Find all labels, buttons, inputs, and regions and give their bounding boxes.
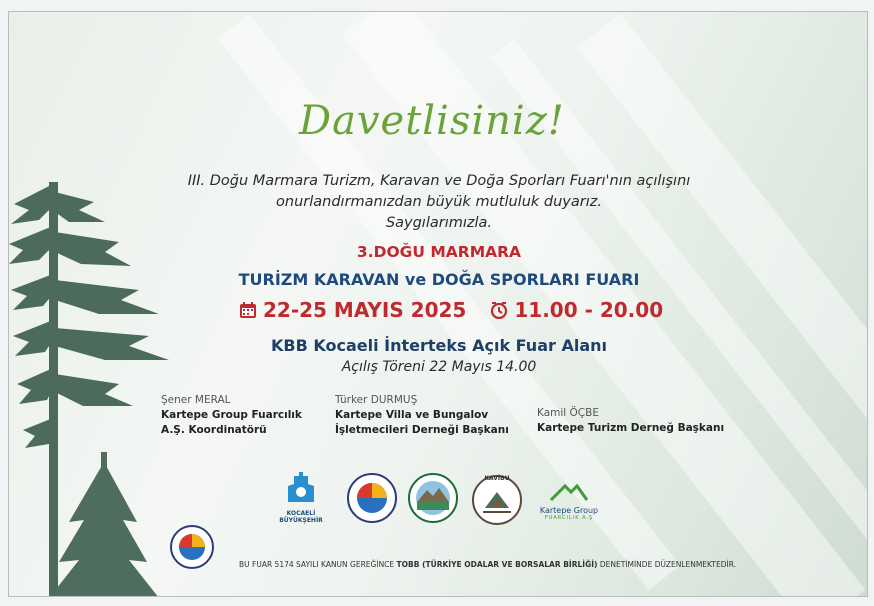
- signer-1: [161, 393, 302, 438]
- kocaeli-label: KOCAELİ: [286, 510, 316, 517]
- kocaeli-label: BÜYÜKŞEHİR: [279, 517, 323, 524]
- kartepe-group-sublabel: FUARCILIK A.Ş: [544, 515, 594, 521]
- invitation-line: III. Doğu Marmara Turizm, Karavan ve Doğa Sporları Fuarı'nın açılışını: [187, 173, 691, 189]
- event-venue: KBB Kocaeli İnterteks Açık Fuar Alanı: [271, 336, 607, 355]
- invitation-card: [8, 11, 868, 597]
- tobb-seal-icon: [169, 524, 215, 570]
- footer-suffix: DENETİMİNDE DÜZENLENMEKTEDİR.: [599, 560, 737, 569]
- footer-bold: TOBB (TÜRKİYE ODALAR VE BORSALAR BİRLİĞİ): [396, 560, 598, 569]
- signer-role: A.Ş. Koordinatörü: [161, 424, 267, 436]
- mountain-peak-icon: [549, 482, 589, 502]
- calendar-icon: [239, 301, 257, 319]
- signer-role: Kartepe Turizm Derneğ Başkanı: [537, 422, 725, 434]
- kocaeli-buyuksehir-logo: [273, 472, 329, 524]
- kavibu-logo: [471, 472, 523, 532]
- kavibu-label: KAVİBU: [484, 475, 510, 482]
- invitation-line: onurlandırmanızdan büyük mutluluk duyarız.: [276, 194, 602, 210]
- event-dates: 22-25 MAYIS 2025: [263, 298, 467, 322]
- event-edition: 3.DOĞU MARMARA: [356, 243, 522, 261]
- footer-notice: [239, 560, 736, 569]
- kartepe-municipality-logo: [407, 472, 459, 528]
- tobb-footer-logo: [169, 524, 215, 574]
- opening-ceremony: Açılış Töreni 22 Mayıs 14.00: [341, 359, 537, 375]
- signer-role: İşletmecileri Derneği Başkanı: [335, 424, 509, 436]
- signer-2: [335, 393, 509, 438]
- date-time-row: [239, 297, 663, 323]
- signer-name: Şener MERAL: [161, 394, 231, 406]
- kartepe-group-logo: [534, 482, 604, 521]
- event-hours: 11.00 - 20.00: [514, 298, 664, 322]
- mountain-lake-seal-icon: [407, 472, 459, 524]
- signer-role: Kartepe Villa ve Bungalov: [335, 409, 489, 421]
- invitation-text: [159, 171, 719, 234]
- footer-prefix: BU FUAR 5174 SAYILI KANUN GEREĞİNCE: [239, 560, 395, 569]
- tobb-seal-icon: [346, 472, 398, 524]
- signer-name: Kamil ÖÇBE: [537, 407, 599, 419]
- signer-name: Türker DURMUŞ: [335, 394, 418, 406]
- kocaeli-emblem-icon: [286, 472, 316, 506]
- event-name: TURİZM KARAVAN ve DOĞA SPORLARI FUARI: [238, 270, 640, 289]
- page-title: Davetlisiniz!: [299, 98, 565, 144]
- tobb-chamber-logo: [346, 472, 398, 528]
- invitation-line: Saygılarımızla.: [385, 215, 493, 231]
- signer-3: [537, 406, 724, 436]
- signer-role: Kartepe Group Fuarcılık: [161, 409, 302, 421]
- clock-icon: [490, 301, 508, 319]
- kartepe-group-label: Kartepe Group: [539, 506, 599, 515]
